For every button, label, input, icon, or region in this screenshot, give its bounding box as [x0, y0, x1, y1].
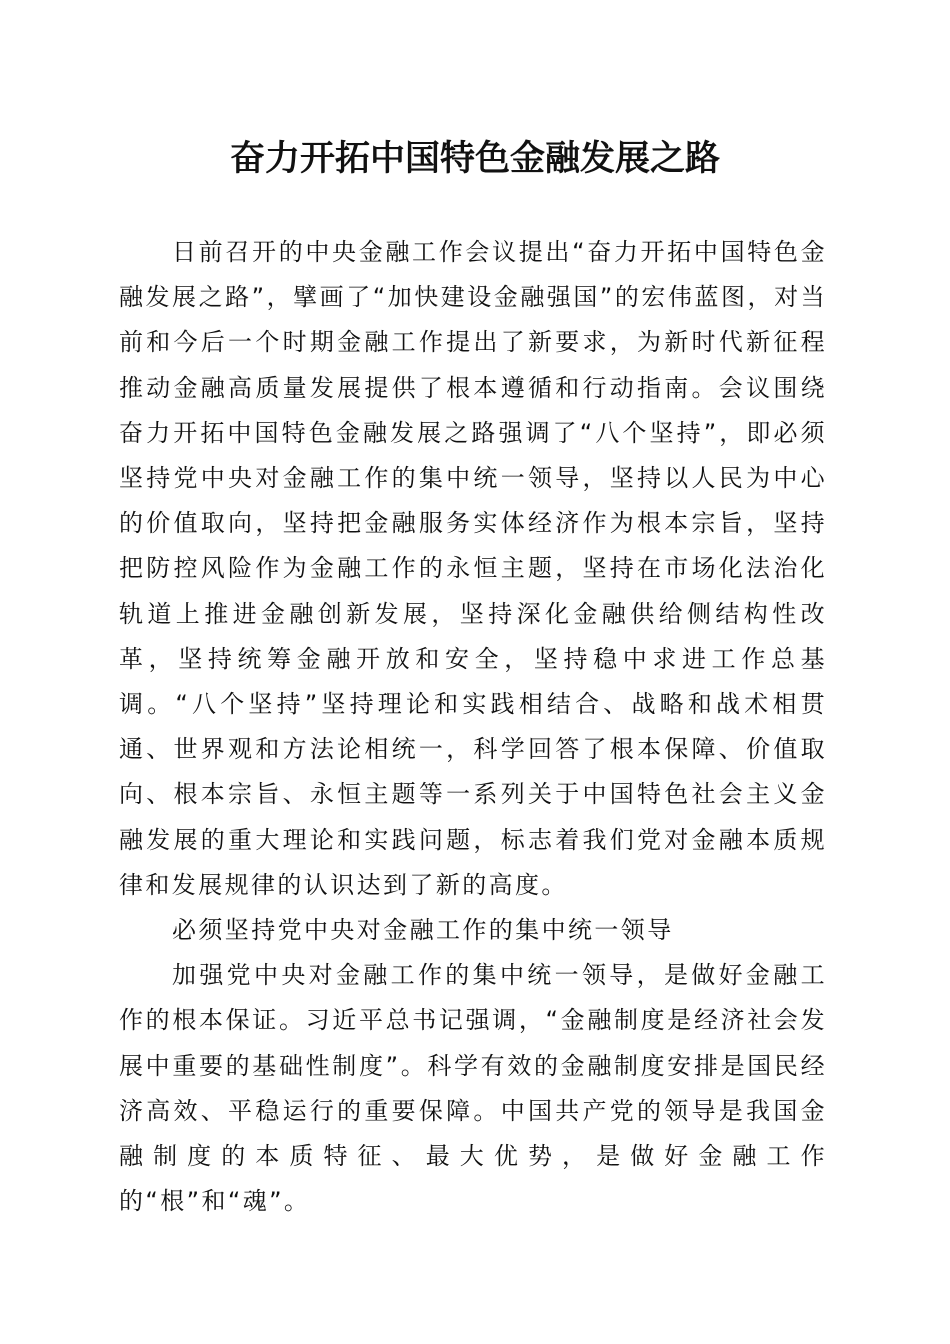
- paragraph-intro: 日前召开的中央金融工作会议提出“奋力开拓中国特色金融发展之路”，擘画了“加快建设金融强国”的宏伟蓝图，对当前和今后一个时期金融工作提出了新要求，为新时代新征程推动金融高质量发展提供了根本遵循和行动指南。会议围绕奋力开拓中国特色金融发展之路强调了“八个坚持”，即必须坚持党中央对金融工作的集中统一领导，坚持以人民为中心的价值取向，坚持把金融服务实体经济作为根本宗旨，坚持把防控风险作为金融工作的永恒主题，坚持在市场化法治化轨道上推进金融创新发展，坚持深化金融供给侧结构性改革，坚持统筹金融开放和安全，坚持稳中求进工作总基调。“八个坚持”坚持理论和实践相结合、战略和战术相贯通、世界观和方法论相统一，科学回答了根本保障、价值取向、根本宗旨、永恒主题等一系列关于中国特色社会主义金融发展的重大理论和实践问题，标志着我们党对金融本质规律和发展规律的认识达到了新的高度。: [119, 238, 827, 899]
- paragraph-section-1: 加强党中央对金融工作的集中统一领导，是做好金融工作的根本保证。习近平总书记强调，“金融制度是经济社会发展中重要的基础性制度”。科学有效的金融制度安排是国民经济高效、平稳运行的重要保障。中国共产党的领导是我国金融制度的本质特征、最大优势，是做好金融工作的“根”和“魂”。: [119, 961, 827, 1216]
- document-body: [119, 230, 827, 1224]
- section-heading: 必须坚持党中央对金融工作的集中统一领导: [172, 916, 674, 945]
- document-title: 奋力开拓中国特色金融发展之路: [229, 138, 720, 179]
